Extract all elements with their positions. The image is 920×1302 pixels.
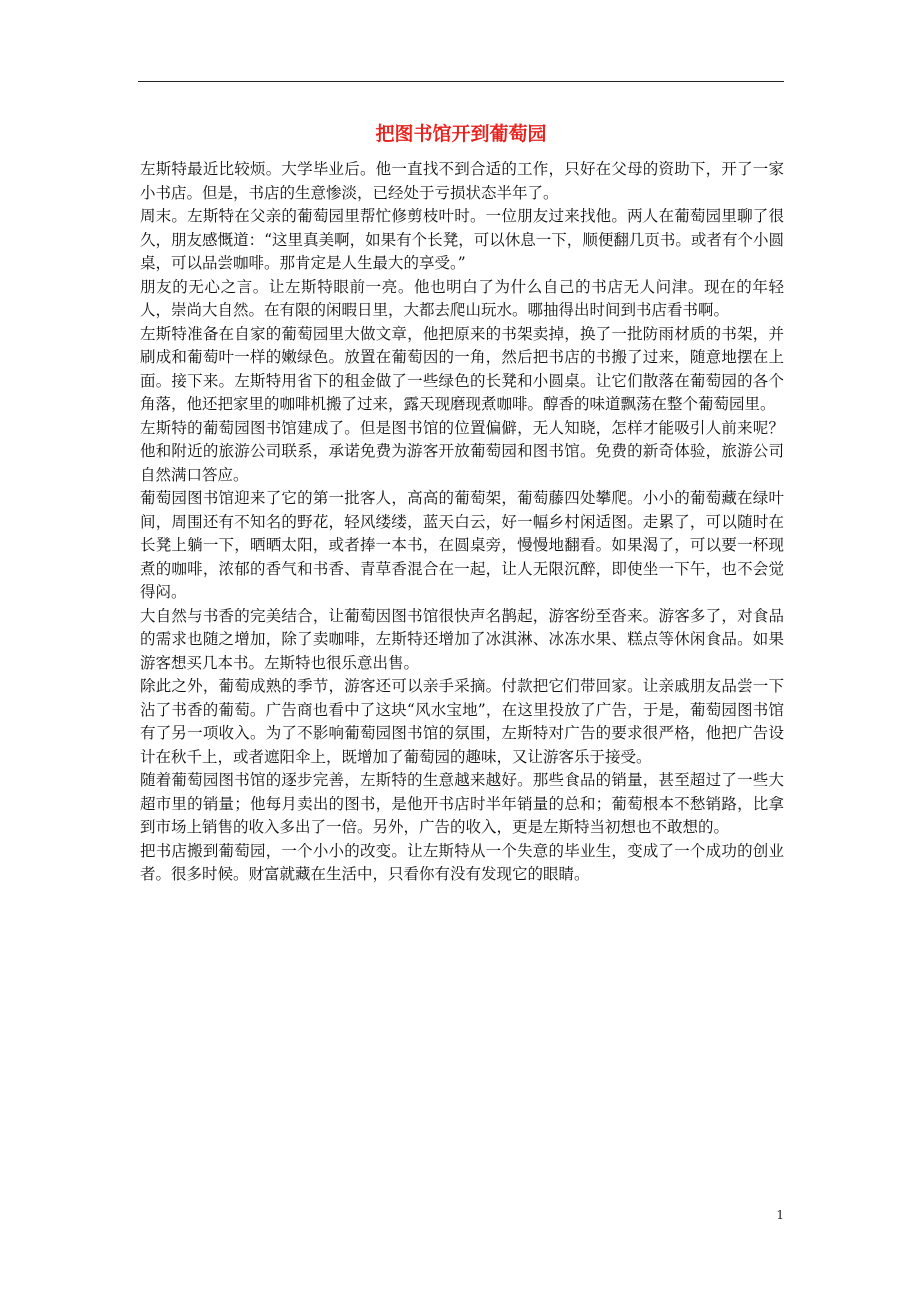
paragraph: 左斯特最近比较烦。大学毕业后。他一直找不到合适的工作，只好在父母的资助下，开了一家小书店。但是，书店的生意惨淡，已经处于亏损状态半年了。 bbox=[140, 160, 784, 202]
header-rule bbox=[138, 81, 784, 82]
paragraph: 周末。左斯特在父亲的葡萄园里帮忙修剪枝叶时。一位朋友过来找他。两人在葡萄园里聊了很久，朋友感慨道：“这里真美啊，如果有个长凳，可以休息一下，顺便翻几页书。或者有个小圆桌，可以品尝咖啡。那肯定是人生最大的享受。” bbox=[140, 207, 784, 272]
paragraph: 葡萄园图书馆迎来了它的第一批客人，高高的葡萄架，葡萄藤四处攀爬。小小的葡萄藏在绿叶间，周围还有不知名的野花，轻风缕缕，蓝天白云，好一幅乡村闲适图。走累了，可以随时在长凳上躺一下，晒晒太阳，或者捧一本书，在圆桌旁，慢慢地翻看。如果渴了，可以要一杯现煮的咖啡，浓郁的香气和书香、青草香混合在一起，让人无限沉醉，即使坐一下午，也不会觉得闷。 bbox=[140, 489, 784, 601]
paragraph: 除此之外，葡萄成熟的季节，游客还可以亲手采摘。付款把它们带回家。让亲戚朋友品尝一下沾了书香的葡萄。广告商也看中了这块“风水宝地”，在这里投放了广告，于是，葡萄园图书馆有了另一项收入。为了不影响葡萄园图书馆的氛围，左斯特对广告的要求很严格，他把广告设计在秋千上，或者遮阳伞上，既增加了葡萄园的趣味，又让游客乐于接受。 bbox=[140, 677, 784, 766]
paragraph: 朋友的无心之言。让左斯特眼前一亮。他也明白了为什么自己的书店无人问津。现在的年轻人，崇尚大自然。在有限的闲暇日里，大都去爬山玩水。哪抽得出时间到书店看书啊。 bbox=[140, 277, 784, 319]
page-number: 1 bbox=[776, 1208, 784, 1222]
paragraph: 随着葡萄园图书馆的逐步完善，左斯特的生意越来越好。那些食品的销量，甚至超过了一些大超市里的销量；他每月卖出的图书，是他开书店时半年销量的总和；葡萄根本不愁销路，比拿到市场上销售的收入多出了一倍。另外，广告的收入，更是左斯特当初想也不敢想的。 bbox=[140, 771, 784, 836]
paragraph: 左斯特的葡萄园图书馆建成了。但是图书馆的位置偏僻，无人知晓，怎样才能吸引人前来呢？他和附近的旅游公司联系，承诺免费为游客开放葡萄园和图书馆。免费的新奇体验，旅游公司自然满口答应。 bbox=[140, 418, 784, 484]
article-body bbox=[140, 158, 784, 887]
article-title: 把图书馆开到葡萄园 bbox=[375, 123, 547, 145]
paragraph: 左斯特准备在自家的葡萄园里大做文章，他把原来的书架卖掉，换了一批防雨材质的书架，并刷成和葡萄叶一样的嫩绿色。放置在葡萄因的一角，然后把书店的书搬了过来，随意地摆在上面。接下来。左斯特用省下的租金做了一些绿色的长凳和小圆桌。让它们散落在葡萄园的各个角落，他还把家里的咖啡机搬了过来，露天现磨现煮咖啡。醇香的味道飘荡在整个葡萄园里。 bbox=[140, 324, 784, 413]
paragraph: 把书店搬到葡萄园，一个小小的改变。让左斯特从一个失意的毕业生，变成了一个成功的创业者。很多时候。财富就藏在生活中，只看你有没有发现它的眼睛。 bbox=[140, 841, 784, 883]
paragraph: 大自然与书香的完美结合，让葡萄因图书馆很快声名鹊起，游客纷至沓来。游客多了，对食品的需求也随之增加，除了卖咖啡，左斯特还增加了冰淇淋、冰冻水果、糕点等休闲食品。如果游客想买几本书。左斯特也很乐意出售。 bbox=[140, 606, 784, 672]
